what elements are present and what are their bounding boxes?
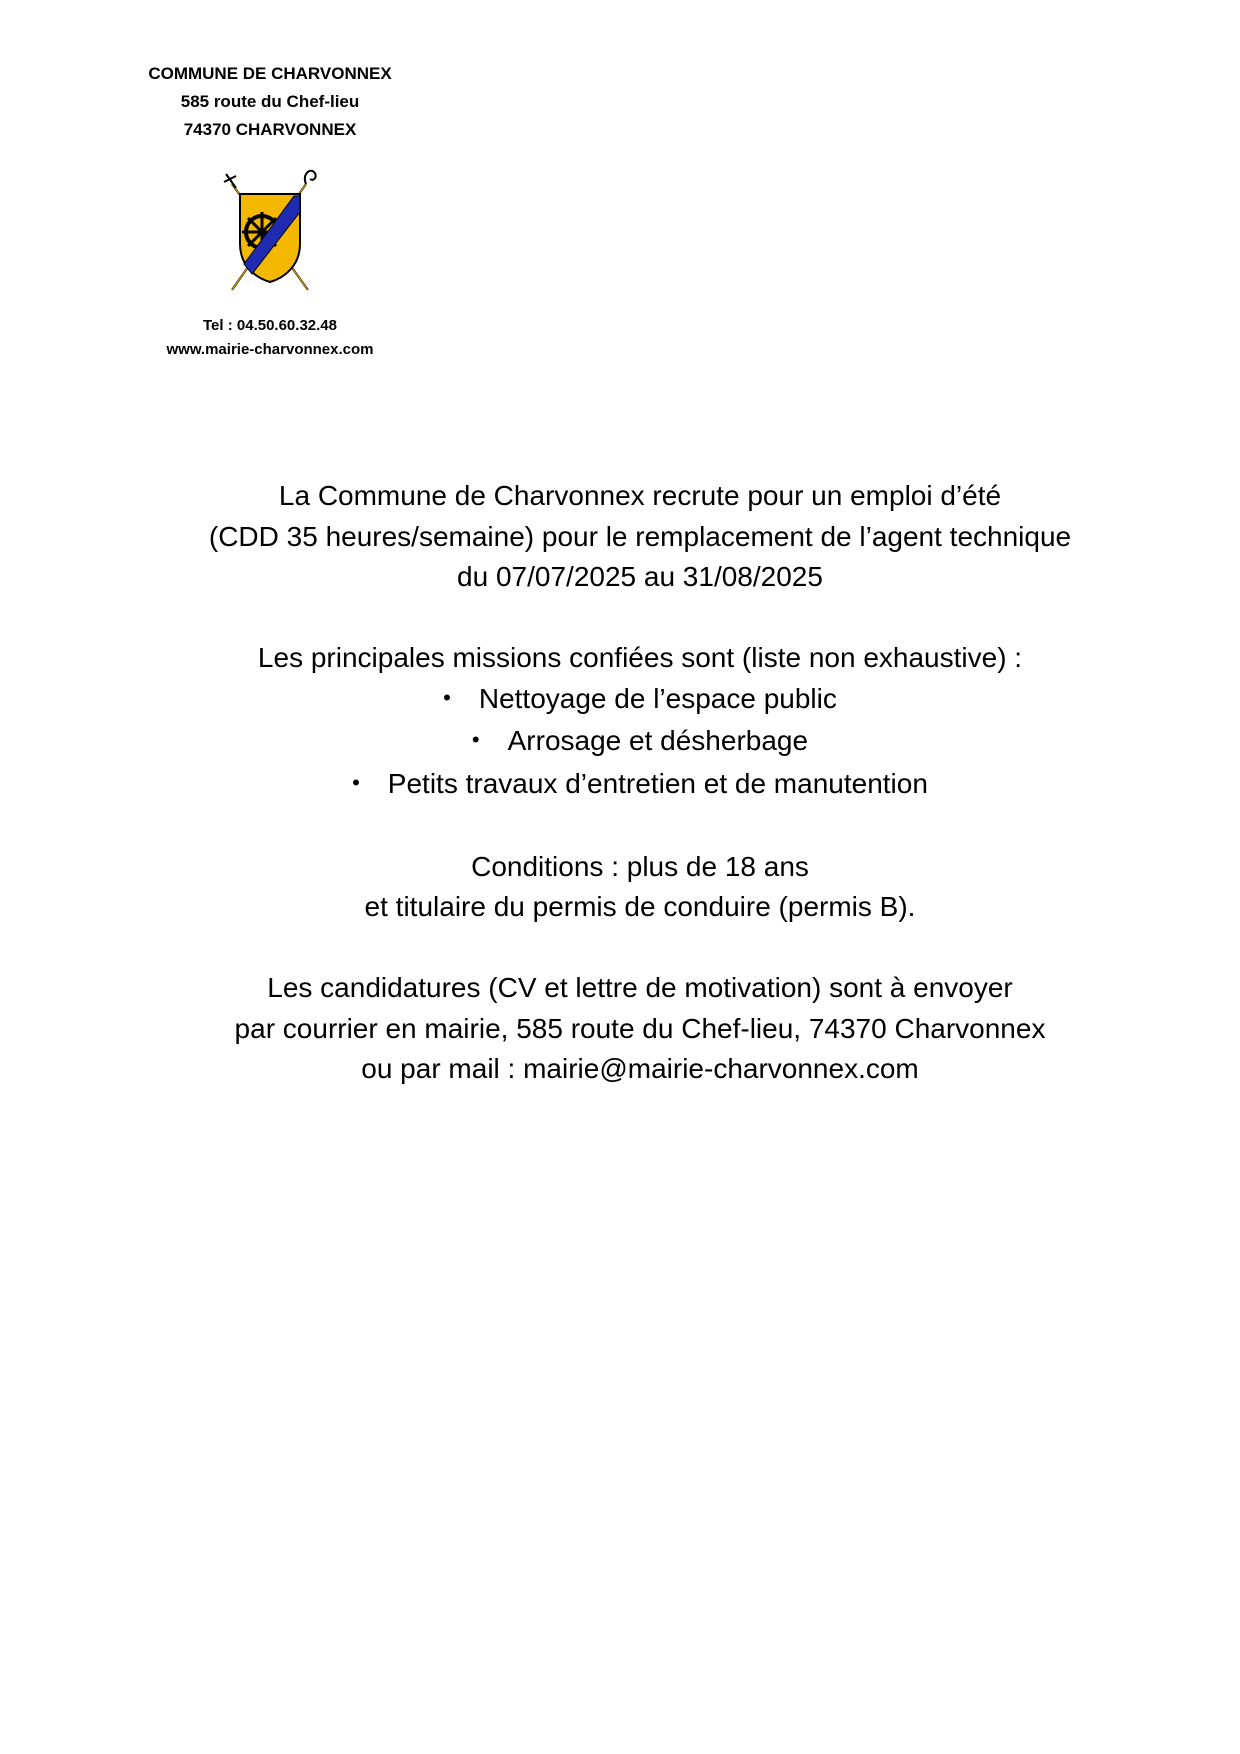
intro-line: (CDD 35 heures/semaine) pour le remplacement de l’agent technique xyxy=(208,520,1072,552)
announcement xyxy=(100,476,1180,1130)
conditions-line: Conditions : plus de 18 ans xyxy=(471,850,809,882)
application-line: ou par mail : mairie@mairie-charvonnex.com xyxy=(361,1053,919,1084)
application-line: Les candidatures (CV et lettre de motivation) sont à envoyer xyxy=(267,972,1013,1003)
commune-street: 585 route du Chef-lieu xyxy=(180,92,360,111)
mission-item: • Arrosage et désherbage xyxy=(100,721,1180,764)
mission-item: • Petits travaux d’entretien et de manutention xyxy=(100,764,1180,807)
conditions-paragraph xyxy=(100,847,1180,928)
commune-city: 74370 CHARVONNEX xyxy=(183,120,357,139)
commune-name: COMMUNE DE CHARVONNEX xyxy=(148,64,392,83)
application-paragraph xyxy=(100,968,1180,1090)
intro-line: La Commune de Charvonnex recrute pour un emploi d’été xyxy=(278,480,1002,511)
missions-title: Les principales missions confiées sont (liste non exhaustive) : xyxy=(257,642,1023,673)
conditions-line: et titulaire du permis de conduire (permis B). xyxy=(364,891,916,922)
application-line: par courrier en mairie, 585 route du Chef-lieu, 74370 Charvonnex xyxy=(234,1012,1046,1044)
letterhead xyxy=(100,60,440,362)
commune-website: www.mairie-charvonnex.com xyxy=(166,341,374,358)
intro-paragraph xyxy=(100,476,1180,598)
missions-list xyxy=(100,679,1180,807)
missions-section xyxy=(100,638,1180,806)
intro-line: du 07/07/2025 au 31/08/2025 xyxy=(457,561,823,592)
commune-phone: Tel : 04.50.60.32.48 xyxy=(203,317,337,334)
coat-of-arms-icon xyxy=(222,166,318,296)
mission-item: • Nettoyage de l’espace public xyxy=(100,679,1180,722)
